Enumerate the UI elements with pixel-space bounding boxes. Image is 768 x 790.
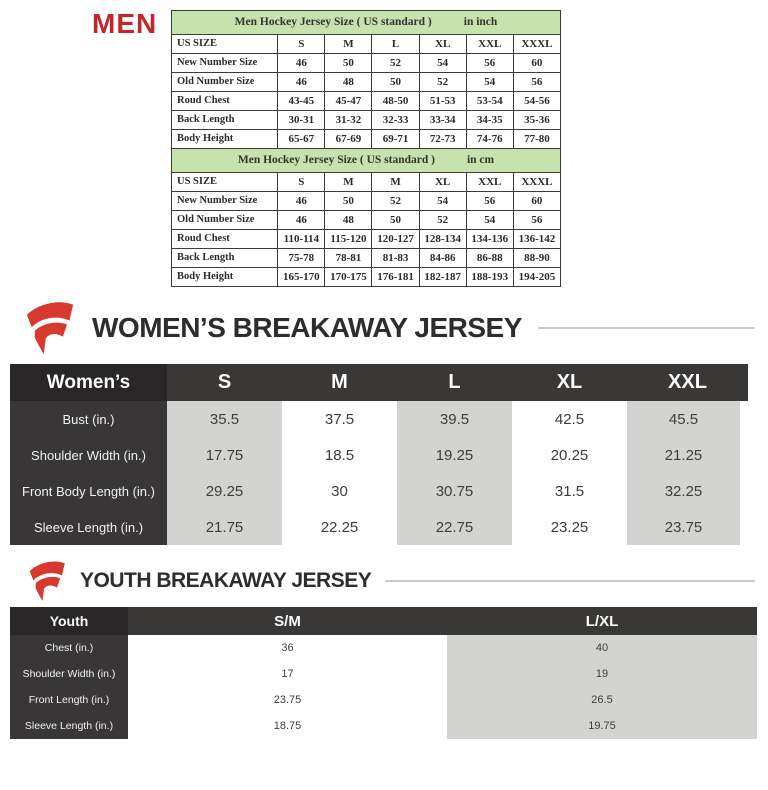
table-cell: 34-35 (466, 111, 513, 130)
men-inch-table-title: Men Hockey Jersey Size ( US standard ) (234, 16, 432, 29)
table-cell: 86-88 (466, 249, 513, 268)
column-header: M (282, 364, 397, 401)
table-cell: 23.75 (627, 509, 740, 545)
table-cell: 17.75 (167, 437, 282, 473)
table-cell: 32.25 (627, 473, 740, 509)
men-size-table (171, 10, 561, 287)
table-cell: 50 (372, 211, 419, 230)
table-cell: 53-54 (466, 92, 513, 111)
table-cell: 31.5 (512, 473, 627, 509)
table-cell: 81-83 (372, 249, 419, 268)
table-cell: 69-71 (372, 130, 419, 149)
table-cell: 18.5 (282, 437, 397, 473)
men-cm-header-row (172, 173, 561, 192)
table-row (172, 111, 561, 130)
table-cell: 84-86 (419, 249, 466, 268)
table-cell: 33-34 (419, 111, 466, 130)
table-cell: 54-56 (513, 92, 560, 111)
men-inch-unit-label: in inch (463, 16, 498, 29)
table-cell: 30 (282, 473, 397, 509)
men-inch-title-row (172, 11, 561, 35)
table-cell: 40 (447, 635, 757, 661)
table-cell: 19 (447, 661, 757, 687)
column-header: XL (419, 173, 466, 192)
table-cell: 136-142 (513, 230, 560, 249)
table-row (10, 437, 748, 473)
table-cell: 30.75 (397, 473, 512, 509)
men-cm-unit-label: in cm (466, 154, 495, 167)
row-label: New Number Size (172, 192, 278, 211)
table-row (10, 687, 757, 713)
table-cell: 19.25 (397, 437, 512, 473)
spacer-cell (740, 437, 748, 473)
table-cell: 22.25 (282, 509, 397, 545)
table-cell: 170-175 (325, 268, 372, 287)
women-section-heading: WOMEN’S BREAKAWAY JERSEY (92, 312, 522, 343)
table-row (10, 473, 748, 509)
table-row (10, 635, 757, 661)
table-cell: 46 (278, 211, 325, 230)
women-section-header (0, 296, 768, 360)
brand-flag-f-icon (26, 559, 70, 603)
column-header: XXL (627, 364, 748, 401)
table-cell: 56 (466, 192, 513, 211)
table-cell: 60 (513, 54, 560, 73)
table-cell: 35.5 (167, 401, 282, 437)
table-cell: 21.75 (167, 509, 282, 545)
table-row (10, 713, 757, 739)
table-cell: 43-45 (278, 92, 325, 111)
table-cell: 77-80 (513, 130, 560, 149)
row-label: Back Length (172, 249, 278, 268)
column-header: S (167, 364, 282, 401)
youth-header-row (10, 607, 757, 635)
table-cell: 51-53 (419, 92, 466, 111)
men-cm-title-cell (172, 149, 561, 173)
table-cell: 23.25 (512, 509, 627, 545)
corner-header: Women’s (10, 364, 167, 401)
table-cell: 54 (466, 211, 513, 230)
row-label: New Number Size (172, 54, 278, 73)
row-label: Shoulder Width (in.) (10, 661, 128, 687)
table-cell: 54 (419, 54, 466, 73)
table-cell: 67-69 (325, 130, 372, 149)
table-cell: 50 (372, 73, 419, 92)
table-cell: 46 (278, 73, 325, 92)
column-header: L (372, 35, 419, 54)
corner-header: Youth (10, 607, 128, 635)
column-header: US SIZE (172, 173, 278, 192)
table-cell: 46 (278, 54, 325, 73)
table-cell: 52 (372, 192, 419, 211)
table-cell: 52 (419, 73, 466, 92)
table-row (172, 130, 561, 149)
table-cell: 20.25 (512, 437, 627, 473)
table-cell: 45-47 (325, 92, 372, 111)
table-cell: 46 (278, 192, 325, 211)
row-label: Sleeve Length (in.) (10, 713, 128, 739)
brand-flag-f-icon (22, 299, 80, 357)
table-cell: 128-134 (419, 230, 466, 249)
table-row (10, 401, 748, 437)
table-cell: 22.75 (397, 509, 512, 545)
table-cell: 48-50 (372, 92, 419, 111)
row-label: Roud Chest (172, 230, 278, 249)
table-cell: 45.5 (627, 401, 740, 437)
table-cell: 36 (128, 635, 447, 661)
table-cell: 21.25 (627, 437, 740, 473)
table-cell: 65-67 (278, 130, 325, 149)
table-cell: 110-114 (278, 230, 325, 249)
table-cell: 134-136 (466, 230, 513, 249)
youth-section-heading: YOUTH BREAKAWAY JERSEY (80, 569, 372, 592)
women-header-row (10, 364, 748, 401)
table-cell: 35-36 (513, 111, 560, 130)
column-header: S/M (128, 607, 447, 635)
table-cell: 72-73 (419, 130, 466, 149)
column-header: M (325, 35, 372, 54)
spacer-cell (740, 401, 748, 437)
row-label: Roud Chest (172, 92, 278, 111)
table-cell: 188-193 (466, 268, 513, 287)
table-row (172, 73, 561, 92)
row-label: Sleeve Length (in.) (10, 509, 167, 545)
row-label: Old Number Size (172, 73, 278, 92)
table-cell: 78-81 (325, 249, 372, 268)
table-cell: 52 (419, 211, 466, 230)
row-label: Bust (in.) (10, 401, 167, 437)
column-header: M (325, 173, 372, 192)
table-cell: 60 (513, 192, 560, 211)
table-cell: 194-205 (513, 268, 560, 287)
column-header: L (397, 364, 512, 401)
table-cell: 176-181 (372, 268, 419, 287)
table-cell: 75-78 (278, 249, 325, 268)
table-row (172, 249, 561, 268)
table-row (172, 192, 561, 211)
table-row (172, 54, 561, 73)
table-row (172, 268, 561, 287)
table-cell: 23.75 (128, 687, 447, 713)
row-label: Body Height (172, 130, 278, 149)
row-label: Front Body Length (in.) (10, 473, 167, 509)
table-cell: 19.75 (447, 713, 757, 739)
table-cell: 74-76 (466, 130, 513, 149)
table-cell: 29.25 (167, 473, 282, 509)
women-size-table (10, 364, 748, 545)
column-header: US SIZE (172, 35, 278, 54)
table-cell: 56 (466, 54, 513, 73)
table-row (172, 92, 561, 111)
table-cell: 50 (325, 54, 372, 73)
heading-divider (385, 580, 755, 582)
table-cell: 31-32 (325, 111, 372, 130)
table-cell: 17 (128, 661, 447, 687)
youth-section-header (0, 556, 768, 606)
table-cell: 120-127 (372, 230, 419, 249)
spacer-cell (740, 509, 748, 545)
table-cell: 42.5 (512, 401, 627, 437)
row-label: Chest (in.) (10, 635, 128, 661)
table-cell: 30-31 (278, 111, 325, 130)
men-section-title: MEN (92, 8, 158, 39)
column-header: S (278, 173, 325, 192)
table-row (10, 509, 748, 545)
table-cell: 165-170 (278, 268, 325, 287)
column-header: XL (419, 35, 466, 54)
table-cell: 26.5 (447, 687, 757, 713)
row-label: Shoulder Width (in.) (10, 437, 167, 473)
row-label: Back Length (172, 111, 278, 130)
table-cell: 56 (513, 211, 560, 230)
table-row (172, 211, 561, 230)
row-label: Front Length (in.) (10, 687, 128, 713)
heading-divider (538, 327, 755, 329)
column-header: S (278, 35, 325, 54)
row-label: Old Number Size (172, 211, 278, 230)
table-cell: 39.5 (397, 401, 512, 437)
row-label: Body Height (172, 268, 278, 287)
table-cell: 54 (466, 73, 513, 92)
column-header: XL (512, 364, 627, 401)
men-cm-table-title: Men Hockey Jersey Size ( US standard ) (237, 154, 435, 167)
table-cell: 56 (513, 73, 560, 92)
youth-size-table (10, 607, 757, 739)
men-inch-title-cell (172, 11, 561, 35)
column-header: XXXL (513, 35, 560, 54)
column-header: XXL (466, 35, 513, 54)
men-cm-title-row (172, 149, 561, 173)
table-cell: 50 (325, 192, 372, 211)
men-inch-header-row (172, 35, 561, 54)
table-cell: 32-33 (372, 111, 419, 130)
table-cell: 48 (325, 211, 372, 230)
column-header: L/XL (447, 607, 757, 635)
table-cell: 88-90 (513, 249, 560, 268)
column-header: M (372, 173, 419, 192)
table-cell: 52 (372, 54, 419, 73)
column-header: XXXL (513, 173, 560, 192)
table-cell: 18.75 (128, 713, 447, 739)
table-cell: 54 (419, 192, 466, 211)
column-header: XXL (466, 173, 513, 192)
table-row (172, 230, 561, 249)
table-row (10, 661, 757, 687)
table-cell: 182-187 (419, 268, 466, 287)
spacer-cell (740, 473, 748, 509)
table-cell: 48 (325, 73, 372, 92)
table-cell: 37.5 (282, 401, 397, 437)
table-cell: 115-120 (325, 230, 372, 249)
